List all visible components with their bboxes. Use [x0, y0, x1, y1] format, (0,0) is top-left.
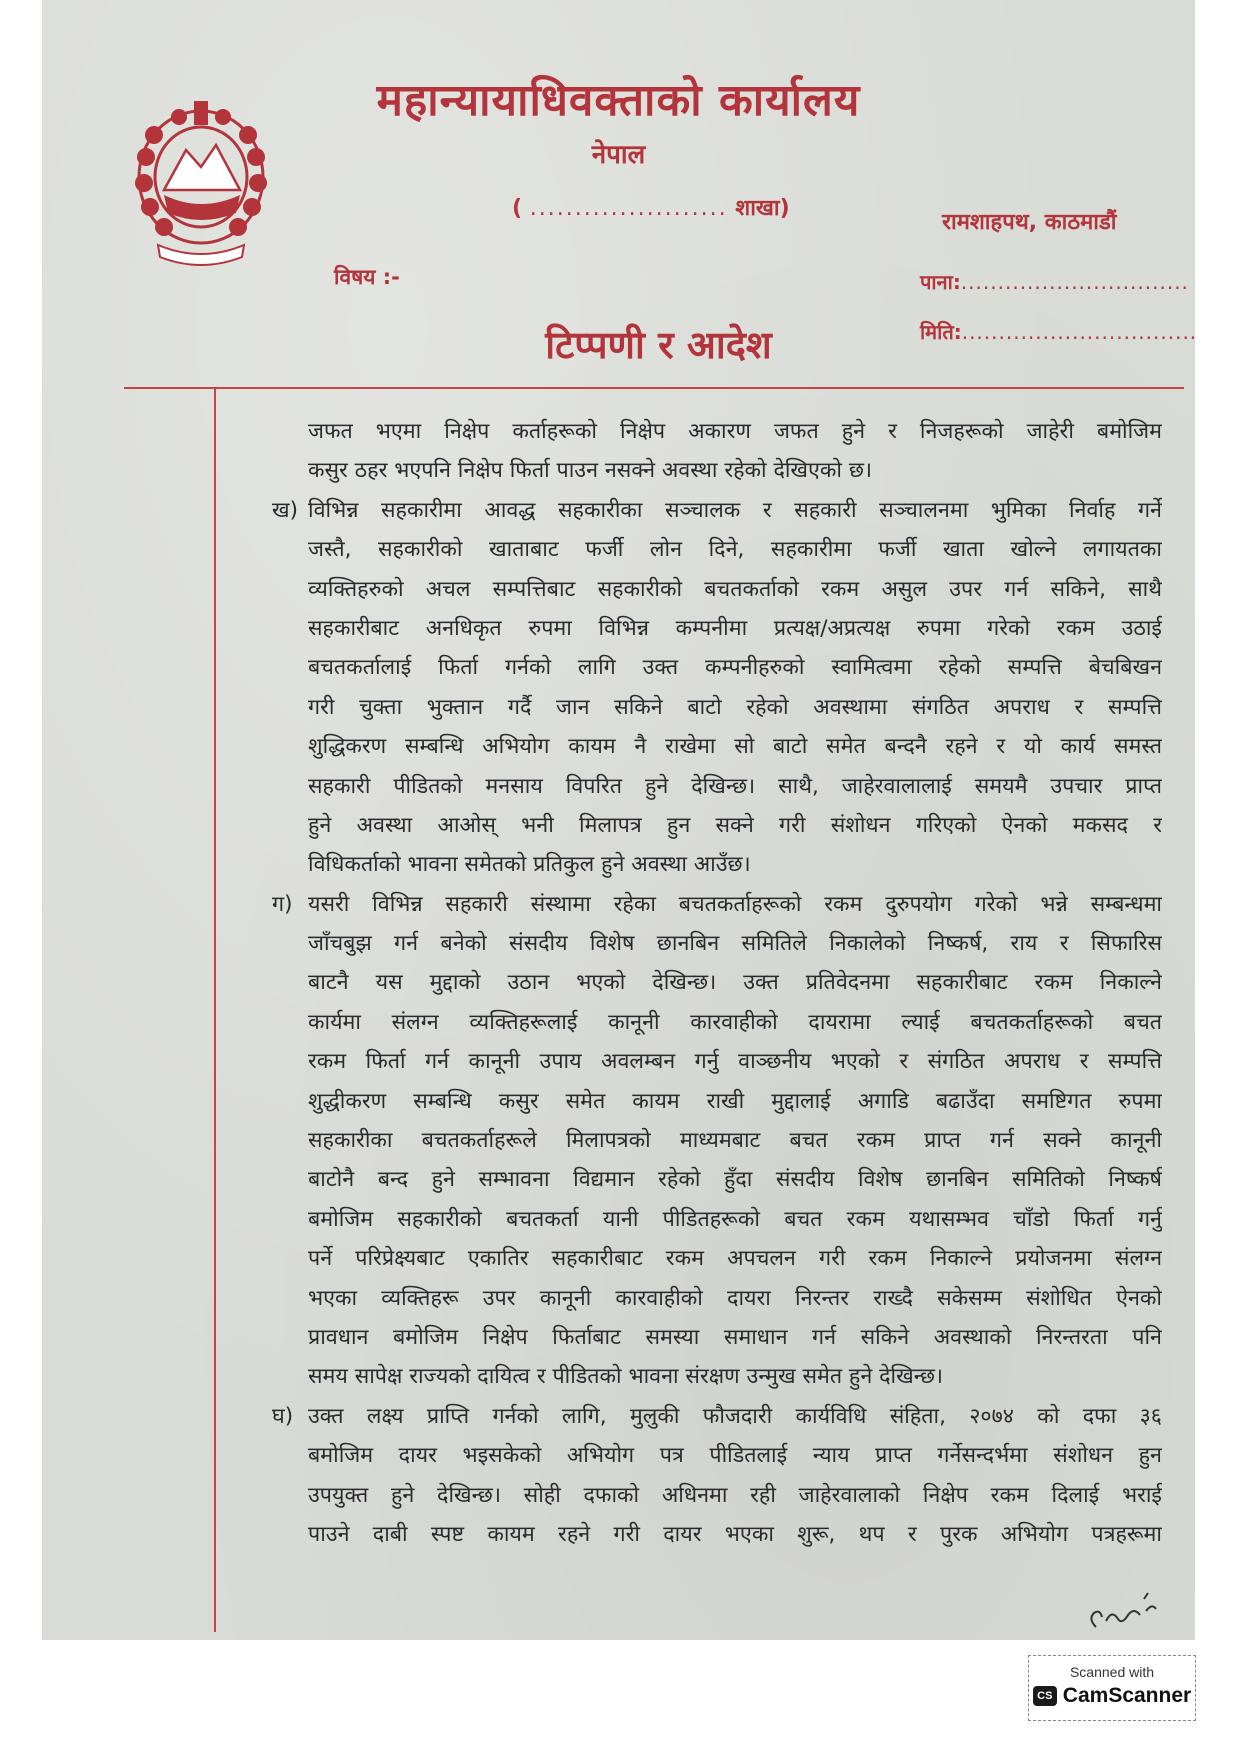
body-line: गरी चुक्ता भुक्तान गर्दै जान सकिने बाटो रहेको अवस्थामा संगठित अपराध र सम्पत्ति [308, 694, 1162, 720]
body-line: बमोजिम दायर भइसकेको अभियोग पत्र पीडितलाई न्याय प्राप्त गर्नेसन्दर्भमा संशोधन हुन [308, 1443, 1162, 1469]
body-line: कसुर ठहर भएपनि निक्षेप फिर्ता पाउन नसक्ने अवस्था रहेको देखिएको छ। [308, 458, 873, 484]
body-line: रकम फिर्ता गर्न कानूनी उपाय अवलम्बन गर्नु वाञ्छनीय भएको र संगठित अपराध र सम्पत्ति [308, 1049, 1162, 1075]
body-line: जाँचबुझ गर्न बनेको संसदीय विशेष छानबिन समितिले निकालेको निष्कर्ष, राय र सिफारिस [308, 931, 1162, 957]
document-sheet [42, 0, 1198, 1640]
country-name: नेपाल [591, 140, 646, 170]
body-line: बमोजिम सहकारीको बचतकर्ता यानी पीडितहरूको बचत रकम यथासम्भव चाँडो फिर्ता गर्नु [308, 1206, 1162, 1232]
page-label: पाना: [920, 270, 961, 294]
header-divider [124, 387, 1184, 389]
body-line: जफत भएमा निक्षेप कर्ताहरूको निक्षेप अकारण जफत हुने र निजहरूको जाहेरी बमोजिम [308, 419, 1162, 444]
body-line: उक्त लक्ष्य प्राप्ति गर्नको लागि, मुलुकी फौजदारी कार्यविधि संहिता, २०७४ को दफा ३६ [308, 1403, 1162, 1429]
branch-prefix: ( [512, 196, 523, 221]
body-line: बाटनै यस मुद्दाको उठान भएको देखिन्छ। उक्त प्रतिवेदनमा सहकारीबाट रकम निकाल्ने [308, 970, 1162, 996]
office-title: महान्यायाधिवक्ताको कार्यालय [376, 75, 861, 126]
page-number-field [920, 268, 1189, 295]
body-line: पाउने दाबी स्पष्ट कायम रहने गरी दायर भएका शुरू, थप र पुरक अभियोग पत्रहरूमा [308, 1521, 1162, 1547]
signature-initials-icon [1082, 1585, 1162, 1635]
date-dots: ................................ [961, 320, 1198, 344]
date-label: मिति: [920, 320, 962, 344]
paragraph-marker: ख) [272, 497, 298, 523]
body-line: यसरी विभिन्न सहकारी संस्थामा रहेका बचतकर्ताहरूको रकम दुरुपयोग गरेको भन्ने सम्बन्धमा [308, 891, 1162, 917]
subject-label: विषय :- [334, 265, 400, 289]
body-line: उपयुक्त हुने देखिन्छ। सोही दफाको अधिनमा रही जाहेरवालाको निक्षेप रकम दिलाई भराई [308, 1482, 1162, 1508]
body-line: सहकारीबाट अनधिकृत रुपमा विभिन्न कम्पनीमा प्रत्यक्ष/अप्रत्यक्ष रुपमा गरेको रकम उठाई [308, 615, 1162, 641]
body-line: भएका व्यक्तिहरू उपर कानूनी कारवाहीको दायरा निरन्तर राख्दै सकेसम्म संशोधित ऐनको [308, 1285, 1162, 1311]
paragraph-marker: घ) [272, 1403, 294, 1429]
camscanner-watermark [1028, 1655, 1196, 1721]
note-body [272, 412, 1162, 1554]
watermark-brand: CamScanner [1062, 1684, 1192, 1707]
branch-suffix: शाखा) [735, 196, 790, 221]
body-line: बाटोनै बन्द हुने सम्भावना विद्यमान रहेको हुँदा संसदीय विशेष छानबिन समितिको निष्कर्ष [308, 1167, 1162, 1193]
body-line: बचतकर्तालाई फिर्ता गर्नको लागि उक्त कम्पनीहरुको स्वामित्वमा रहेको सम्पत्ति बेचबिखन [308, 655, 1162, 681]
body-line: पर्ने परिप्रेक्ष्यबाट एकातिर सहकारीबाट रकम अपचलन गरी रकम निकाल्ने प्रयोजनमा संलग्न [308, 1246, 1162, 1272]
body-line: समय सापेक्ष राज्यको दायित्व र पीडितको भावना संरक्षण उन्मुख समेत हुने देखिन्छ। [308, 1364, 944, 1390]
camscanner-logo-icon: CS [1033, 1686, 1057, 1706]
body-line: सहकारी पीडितको मनसाय विपरित हुने देखिन्छ। साथै, जाहेरवालालाई समयमै उपचार प्राप्त [308, 773, 1162, 799]
body-line: विभिन्न सहकारीमा आवद्ध सहकारीका सञ्चालक र सहकारी सञ्चालनमा भुमिका निर्वाह गर्ने [308, 497, 1162, 523]
body-line: प्रावधान बमोजिम निक्षेप फिर्ताबाट समस्या समाधान गर्न सकिने अवस्थाको निरन्तरता पनि [308, 1324, 1162, 1350]
margin-line [214, 387, 216, 1632]
body-line: शुद्धिकरण सम्बन्धि अभियोग कायम नै राखेमा सो बाटो समेत बन्दनै रहने र यो कार्य समस्त [308, 734, 1162, 760]
paragraph-marker: ग) [272, 891, 293, 917]
body-line: व्यक्तिहरुको अचल सम्पत्तिबाट सहकारीको बचतकर्ताको रकम असुल उपर गर्न सकिने, साथै [308, 576, 1162, 602]
notes-and-orders-heading: टिप्पणी र आदेश [545, 323, 772, 367]
branch-dots: ...................... [529, 196, 728, 221]
body-line: कार्यमा संलग्न व्यक्तिहरूलाई कानूनी कारवाहीको दायरामा ल्याई बचतकर्ताहरूको बचत [308, 1009, 1162, 1035]
body-line: हुने अवस्था आओस् भनी मिलापत्र हुन सक्ने गरी संशोधन गरिएको ऐनको मकसद र [308, 812, 1162, 838]
watermark-caption: Scanned with [1069, 1664, 1155, 1680]
page-dots: ............................... [960, 270, 1189, 294]
body-line: विधिकर्ताको भावना समेतको प्रतिकुल हुने अवस्था आउँछ। [308, 852, 751, 878]
body-line: सहकारीका बचतकर्ताहरूले मिलापत्रको माध्यमबाट बचत रकम प्राप्त गर्न सक्ने कानूनी [308, 1128, 1162, 1154]
body-line: शुद्धीकरण सम्बन्धि कसुर समेत कायम राखी मुद्दालाई अगाडि बढाउँदा समष्टिगत रुपमा [308, 1088, 1162, 1114]
office-address: रामशाहपथ, काठमाडौं [942, 210, 1117, 235]
body-line: जस्तै, सहकारीको खाताबाट फर्जी लोन दिने, सहकारीमा फर्जी खाता खोल्ने लगायतका [308, 537, 1162, 563]
branch-field [512, 192, 790, 222]
